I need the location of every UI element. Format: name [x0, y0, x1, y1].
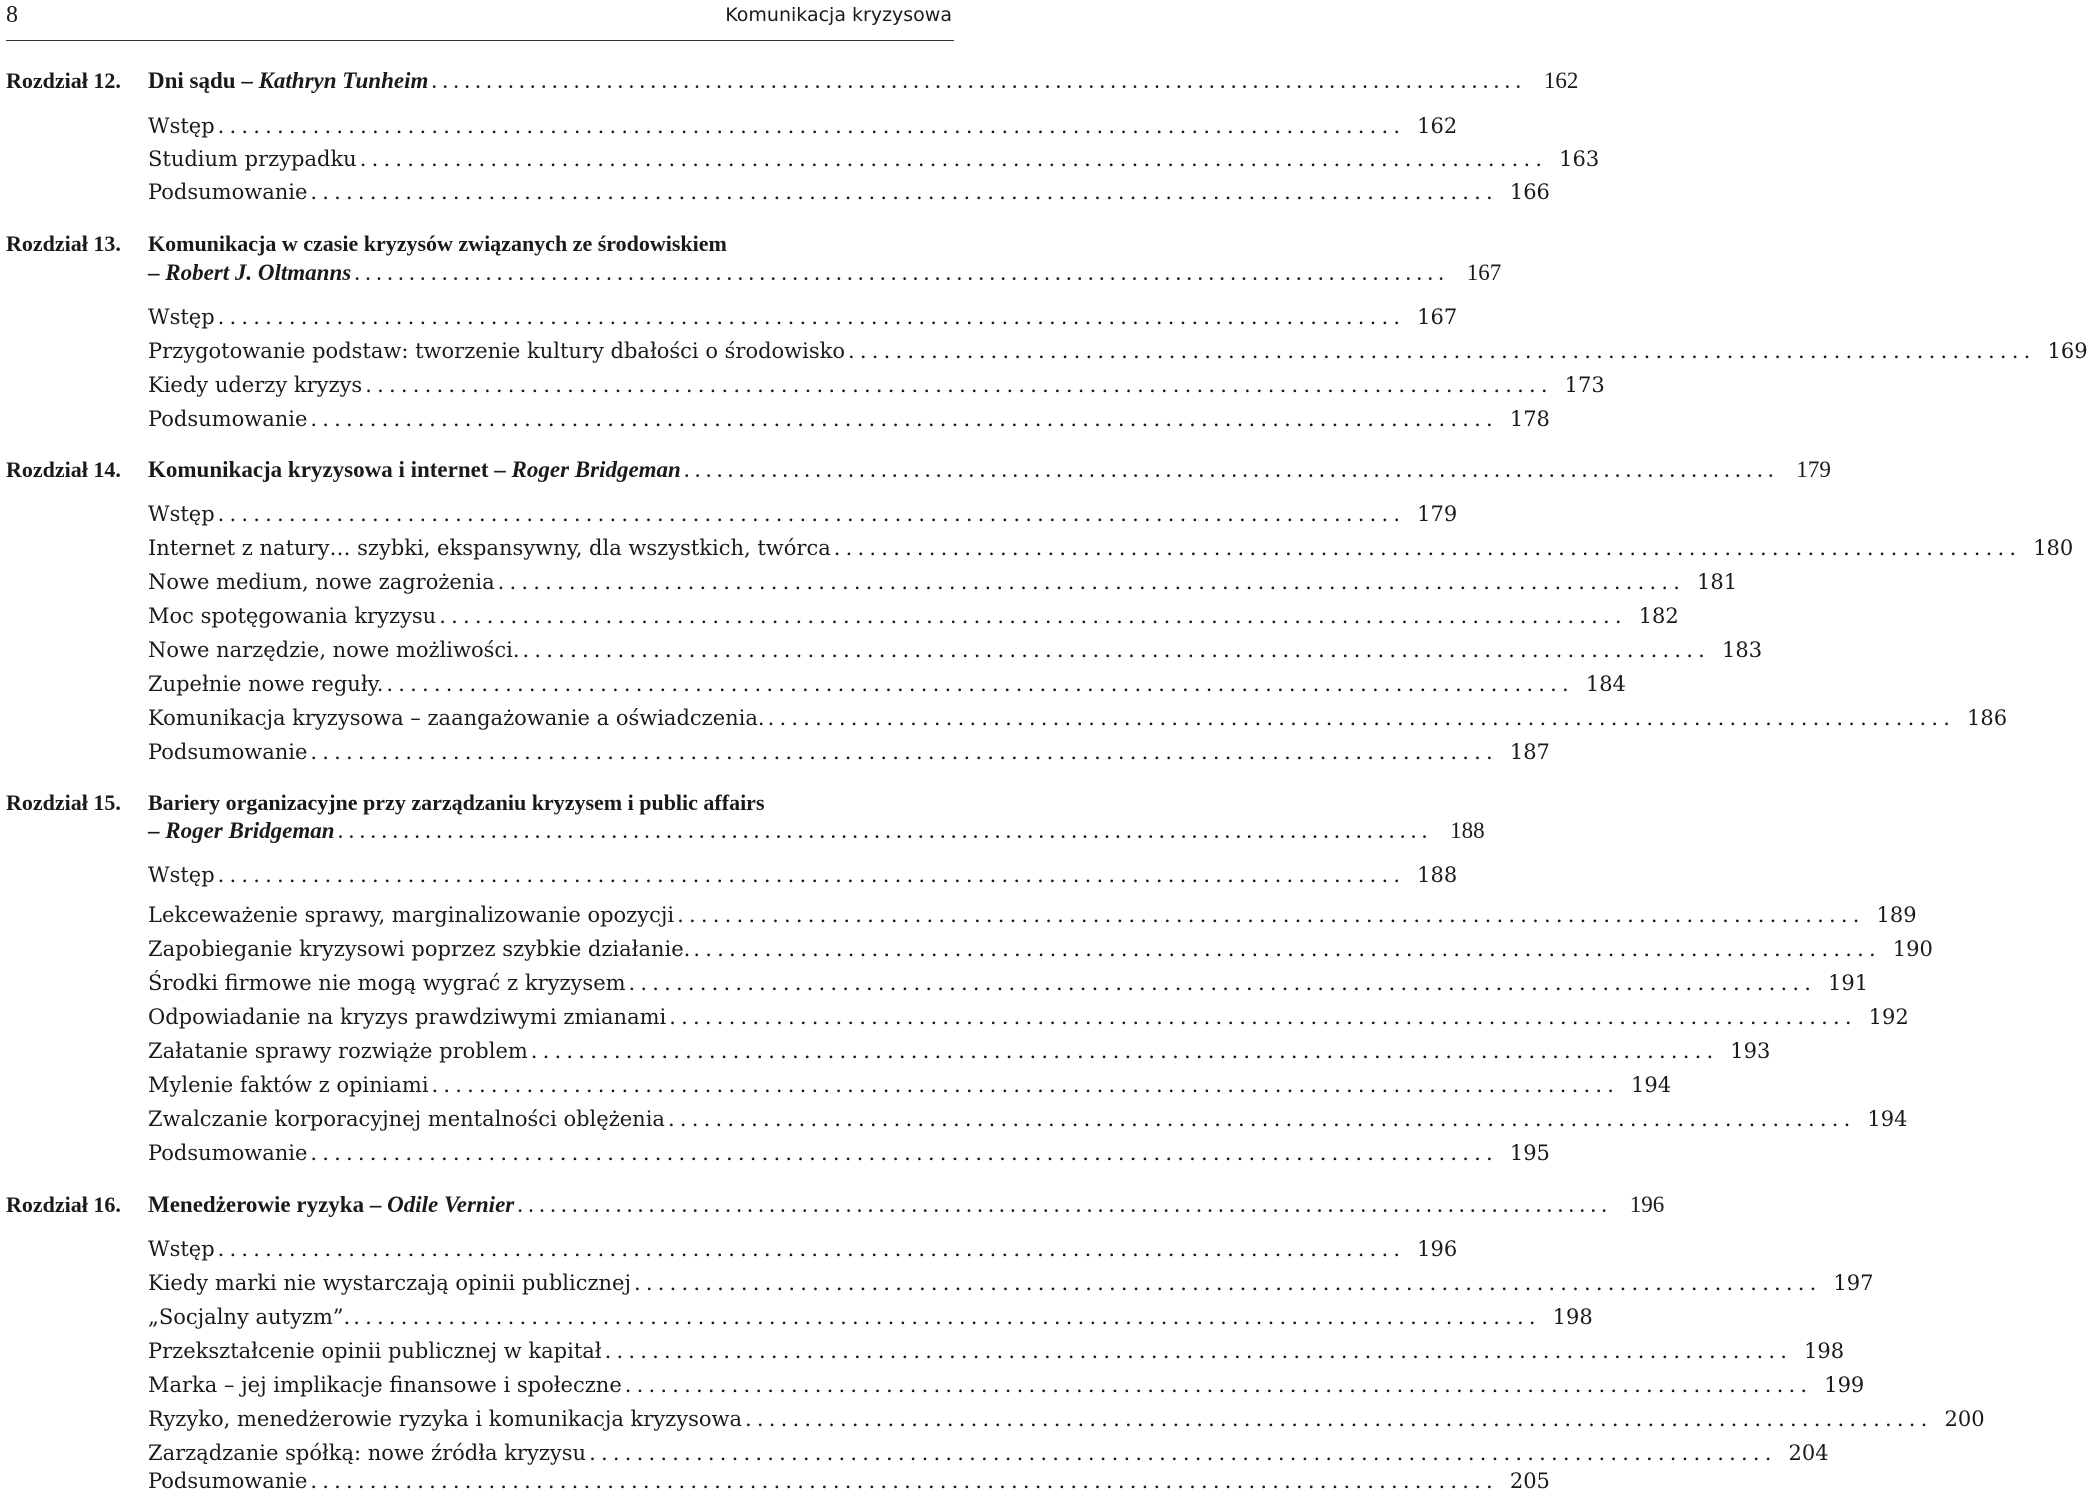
page-ref: 162	[1417, 114, 1458, 138]
page-ref: 191	[1827, 971, 1869, 995]
section-title: Internet z natury… szybki, ekspansywny, dla wszystkich, twórca	[148, 536, 831, 560]
chapter-label: Rozdział 15.	[6, 790, 121, 815]
section-entry[interactable]	[148, 144, 1600, 174]
section-title: Załatanie sprawy rozwiąże problem	[148, 1039, 528, 1063]
page-ref: 182	[1638, 604, 1679, 628]
page-ref: 193	[1730, 1039, 1771, 1063]
chapter-author: Roger Bridgeman	[165, 818, 335, 843]
section-entry[interactable]	[148, 1370, 1865, 1400]
page-ref: 183	[1721, 638, 1763, 662]
section-title: Nowe narzędzie, nowe możliwości.	[148, 638, 520, 662]
chapter-title: Dni sądu –	[148, 68, 259, 93]
section-title: Wstęp	[148, 1237, 215, 1261]
chapter-title: –	[148, 818, 166, 843]
page-ref: 180	[2033, 536, 2074, 560]
page-ref: 194	[1867, 1107, 1908, 1131]
page-ref: 166	[1509, 180, 1550, 204]
leader-dots: ....................................................................................................	[310, 1469, 1498, 1493]
leader-dots: ....................................................................................................	[745, 1407, 1933, 1431]
section-title: Lekceważenie sprawy, marginalizowanie opozycji	[148, 903, 675, 927]
page-ref: 181	[1697, 570, 1738, 594]
section-title: Zwalczanie korporacyjnej mentalności oblężenia	[148, 1107, 665, 1131]
leader-dots: ....................................................................................................	[217, 114, 1406, 138]
chapter-title-line: Komunikacja w czasie kryzysów związanych ze środowiskiem	[148, 231, 727, 256]
chapter-title: Menedżerowie ryzyka –	[148, 1192, 388, 1217]
page-ref: 187	[1509, 740, 1550, 764]
leader-dots: ....................................................................................................	[217, 863, 1406, 887]
chapter-title-line: Bariery organizacyjne przy zarządzaniu kryzysem i public affairs	[148, 790, 765, 815]
leader-dots: ....................................................................................................	[354, 260, 1450, 285]
section-entry[interactable]	[148, 1234, 1458, 1264]
section-entry[interactable]	[148, 1036, 1771, 1066]
section-title: Wstęp	[148, 502, 215, 526]
section-entry[interactable]	[148, 934, 1933, 964]
section-entry[interactable]	[148, 669, 1626, 699]
page-ref: 163	[1559, 147, 1600, 171]
leader-dots: ....................................................................................................	[386, 672, 1574, 696]
section-title: Podsumowanie	[148, 1469, 308, 1493]
section-title: Kiedy marki nie wystarczają opinii publicznej	[148, 1271, 631, 1295]
section-entry[interactable]	[148, 1336, 1845, 1366]
chapter-entry[interactable]	[148, 816, 1485, 846]
section-title: „Socjalny autyzm”.	[148, 1305, 351, 1329]
section-title: Podsumowanie	[148, 1141, 308, 1165]
page-ref: 173	[1564, 373, 1605, 397]
section-title: Wstęp	[148, 305, 215, 329]
page-ref: 204	[1788, 1441, 1829, 1465]
running-header: Komunikacja kryzysowa	[725, 4, 952, 26]
section-entry[interactable]	[148, 1466, 1550, 1496]
section-title: Zupełnie nowe reguły.	[148, 672, 384, 696]
page-ref: 205	[1509, 1469, 1550, 1493]
leader-dots: ....................................................................................................	[310, 1141, 1498, 1165]
leader-dots: ....................................................................................................	[217, 305, 1406, 329]
page-ref: 184	[1585, 672, 1626, 696]
section-title: Kiedy uderzy kryzys	[148, 373, 363, 397]
page-ref: 189	[1876, 903, 1917, 927]
section-entry[interactable]	[148, 968, 1869, 998]
page-ref: 196	[1629, 1192, 1665, 1217]
section-title: Środki firmowe nie mogą wygrać z kryzysem	[148, 971, 626, 995]
section-title: Moc spotęgowania kryzysu	[148, 604, 437, 628]
leader-dots: ....................................................................................................	[217, 1237, 1406, 1261]
leader-dots: ....................................................................................................	[217, 502, 1406, 526]
leader-dots: ....................................................................................................	[848, 339, 2036, 363]
section-entry[interactable]	[148, 1104, 1908, 1134]
leader-dots: ....................................................................................................	[439, 604, 1627, 628]
section-title: Ryzyko, menedżerowie ryzyka i komunikacja kryzysowa	[148, 1407, 743, 1431]
leader-dots: ....................................................................................................	[628, 971, 1817, 995]
leader-dots: ....................................................................................................	[431, 68, 1527, 93]
chapter-author: Robert J. Oltmanns	[165, 260, 352, 285]
section-title: Odpowiadanie na kryzys prawdziwymi zmianami	[148, 1005, 667, 1029]
section-entry[interactable]	[148, 499, 1458, 529]
section-title: Marka – jej implikacje finansowe i społeczne	[148, 1373, 622, 1397]
section-entry[interactable]	[148, 177, 1550, 207]
section-title: Podsumowanie	[148, 740, 308, 764]
section-title: Zarządzanie spółką: nowe źródła kryzysu	[148, 1441, 587, 1465]
section-entry[interactable]	[148, 860, 1458, 890]
section-entry[interactable]	[148, 1302, 1593, 1332]
page-ref: 192	[1868, 1005, 1909, 1029]
leader-dots: ....................................................................................................	[604, 1339, 1793, 1363]
section-entry[interactable]	[148, 1404, 1985, 1434]
page-ref: 199	[1824, 1373, 1865, 1397]
chapter-entry[interactable]	[148, 258, 1502, 288]
section-entry[interactable]	[148, 1070, 1672, 1100]
section-title: Podsumowanie	[148, 407, 308, 431]
leader-dots: ....................................................................................................	[517, 1192, 1613, 1217]
page-ref: 167	[1466, 260, 1502, 285]
section-entry[interactable]	[148, 404, 1550, 434]
section-entry[interactable]	[148, 302, 1458, 332]
section-entry[interactable]	[148, 370, 1605, 400]
page-number: 8	[6, 2, 18, 28]
chapter-entry[interactable]	[148, 66, 1579, 96]
section-title: Studium przypadku	[148, 147, 357, 171]
page-ref: 188	[1450, 818, 1485, 843]
leader-dots: ....................................................................................................	[633, 1271, 1822, 1295]
page-ref: 198	[1552, 1305, 1593, 1329]
leader-dots: ....................................................................................................	[624, 1373, 1813, 1397]
chapter-title: Komunikacja kryzysowa i internet –	[148, 457, 512, 482]
leader-dots: ....................................................................................................	[310, 407, 1498, 431]
page-ref: 167	[1417, 305, 1458, 329]
section-title: Zapobieganie kryzysowi poprzez szybkie działanie.	[148, 937, 691, 961]
leader-dots: ....................................................................................................	[667, 1107, 1856, 1131]
leader-dots: ....................................................................................................	[530, 1039, 1719, 1063]
section-title: Mylenie faktów z opiniami	[148, 1073, 429, 1097]
page-ref: 178	[1509, 407, 1550, 431]
section-entry[interactable]	[148, 601, 1679, 631]
section-entry[interactable]	[148, 1268, 1874, 1298]
page-ref: 198	[1804, 1339, 1845, 1363]
chapter-entry[interactable]	[148, 1190, 1665, 1220]
page-ref: 179	[1417, 502, 1458, 526]
section-title: Przekształcenie opinii publicznej w kapitał	[148, 1339, 602, 1363]
section-entry[interactable]	[148, 533, 2074, 563]
leader-dots: ....................................................................................................	[497, 570, 1686, 594]
section-title: Komunikacja kryzysowa – zaangażowanie a oświadczenia.	[148, 706, 765, 730]
section-entry[interactable]	[148, 1002, 1909, 1032]
page-ref: 188	[1417, 863, 1458, 887]
leader-dots: ....................................................................................................	[522, 638, 1711, 662]
section-title: Nowe medium, nowe zagrożenia	[148, 570, 495, 594]
page-ref: 162	[1543, 68, 1579, 93]
chapter-label: Rozdział 12.	[6, 68, 121, 93]
chapter-title: –	[148, 260, 166, 285]
page-ref: 190	[1892, 937, 1933, 961]
section-title: Wstęp	[148, 863, 215, 887]
section-entry[interactable]	[148, 567, 1738, 597]
chapter-label: Rozdział 14.	[6, 457, 121, 482]
leader-dots: ....................................................................................................	[677, 903, 1865, 927]
section-entry[interactable]	[148, 900, 1917, 930]
leader-dots: ....................................................................................................	[833, 536, 2022, 560]
section-entry[interactable]	[148, 336, 2088, 366]
leader-dots: ....................................................................................................	[693, 937, 1881, 961]
chapter-author: Kathryn Tunheim	[258, 68, 429, 93]
leader-dots: ....................................................................................................	[359, 147, 1548, 171]
leader-dots: ....................................................................................................	[431, 1073, 1620, 1097]
leader-dots: ....................................................................................................	[683, 457, 1779, 482]
leader-dots: ....................................................................................................	[310, 180, 1498, 204]
section-title: Przygotowanie podstaw: tworzenie kultury dbałości o środowisko	[148, 339, 846, 363]
chapter-label: Rozdział 13.	[6, 231, 121, 256]
chapter-author: Roger Bridgeman	[511, 457, 681, 482]
section-entry[interactable]	[148, 1438, 1829, 1468]
leader-dots: ....................................................................................................	[589, 1441, 1777, 1465]
leader-dots: ....................................................................................................	[353, 1305, 1541, 1329]
page-ref: 195	[1509, 1141, 1550, 1165]
page-ref: 179	[1796, 457, 1831, 482]
section-entry[interactable]	[148, 635, 1763, 665]
chapter-author: Odile Vernier	[387, 1192, 515, 1217]
leader-dots: ....................................................................................................	[767, 706, 1956, 730]
section-entry[interactable]	[148, 1138, 1550, 1168]
section-entry[interactable]	[148, 111, 1458, 141]
page-ref: 169	[2047, 339, 2088, 363]
section-entry[interactable]	[148, 737, 1550, 767]
section-title: Podsumowanie	[148, 180, 308, 204]
page-ref: 197	[1833, 1271, 1874, 1295]
page-ref: 194	[1630, 1073, 1672, 1097]
chapter-entry[interactable]	[148, 455, 1831, 485]
page-ref: 196	[1417, 1237, 1458, 1261]
section-entry[interactable]	[148, 703, 2008, 733]
section-title: Wstęp	[148, 114, 215, 138]
page-ref: 186	[1967, 706, 2008, 730]
leader-dots: ....................................................................................................	[310, 740, 1498, 764]
leader-dots: ....................................................................................................	[337, 818, 1433, 843]
page-ref: 200	[1944, 1407, 1985, 1431]
leader-dots: ....................................................................................................	[365, 373, 1553, 397]
chapter-label: Rozdział 16.	[6, 1192, 121, 1217]
leader-dots: ....................................................................................................	[669, 1005, 1857, 1029]
